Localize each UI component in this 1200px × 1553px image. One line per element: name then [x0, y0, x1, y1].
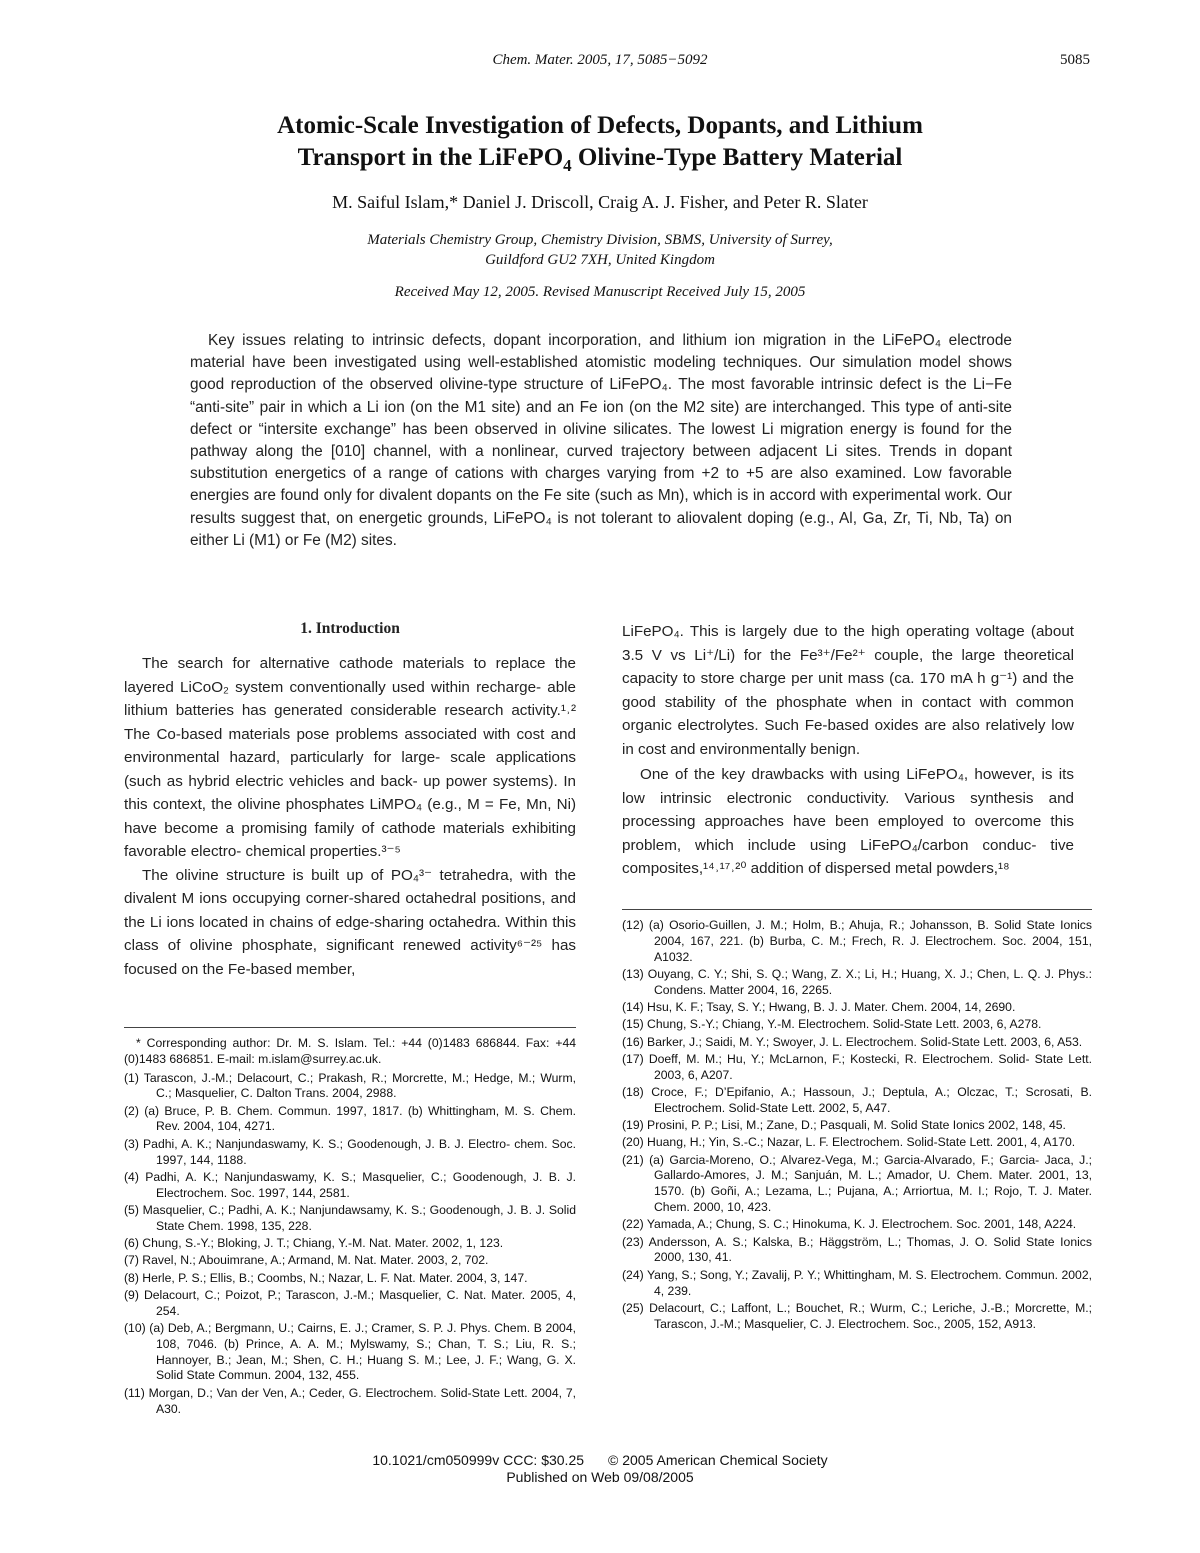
reference-item: (13) Ouyang, C. Y.; Shi, S. Q.; Wang, Z. X.; Li, H.; Huang, X. J.; Chen, L. Q. J. Phys.: Condens. Matter 2004, 16, 2265.	[622, 966, 1092, 997]
title-text-a: Transport in the LiFePO	[297, 144, 564, 171]
reference-item: (14) Hsu, K. F.; Tsay, S. Y.; Hwang, B. J. J. Mater. Chem. 2004, 14, 2690.	[622, 999, 1016, 1014]
intro-paragraph-3: LiFePO₄. This is largely due to the high operating voltage (about 3.5 V vs Li⁺/Li) for the Fe³⁺/Fe²⁺ couple, the large theoretical capacity to store charge per unit mass (ca. 170 mA h g⁻¹) and the good stability of the phosphate when in contact with common organic electrolytes. Such Fe-based oxides are also relatively low in cost and environmentally benign.	[622, 623, 1074, 758]
intro-paragraph-4: One of the key drawbacks with using LiFePO₄, however, is its low intrinsic electronic conductivity. Various synthesis and processing approaches have been employed to overcome this problem, which include using LiFePO₄/carbon conduc- tive composites,¹⁴˒¹⁷˒²⁰ addition of dispersed metal powders,¹⁸	[622, 766, 1074, 877]
title-text-b: Olivine-Type Battery Material	[571, 144, 903, 171]
reference-item: (9) Delacourt, C.; Poizot, P.; Tarascon, J.-M.; Masquelier, C. Nat. Mater. 2005, 4, 254.	[124, 1287, 576, 1318]
reference-item: (5) Masquelier, C.; Padhi, A. K.; Nanjundawsamy, K. S.; Goodenough, J. B. J. Solid State Chem. 1998, 135, 228.	[124, 1202, 576, 1233]
publication-date: Published on Web 09/08/2005	[506, 1469, 694, 1485]
reference-item: (24) Yang, S.; Song, Y.; Zavalij, P. Y.; Whittingham, M. S. Electrochem. Commun. 2002, 4, 239.	[622, 1267, 1092, 1298]
reference-item: (23) Andersson, A. S.; Kalska, B.; Häggström, L.; Thomas, J. O. Solid State Ionics 2000, 130, 41.	[622, 1234, 1092, 1265]
reference-item: (8) Herle, P. S.; Ellis, B.; Coombs, N.; Nazar, L. F. Nat. Mater. 2004, 3, 147.	[124, 1270, 528, 1285]
right-footnotes	[622, 909, 1092, 1334]
reference-item: (2) (a) Bruce, P. B. Chem. Commun. 1997, 1817. (b) Whittingham, M. S. Chem. Rev. 2004, 104, 4271.	[124, 1103, 576, 1134]
reference-item: (22) Yamada, A.; Chung, S. C.; Hinokuma, K. J. Electrochem. Soc. 2001, 148, A224.	[622, 1217, 1077, 1232]
reference-item: (18) Croce, F.; D’Epifanio, A.; Hassoun, J.; Deptula, A.; Olczac, T.; Scrosati, B. Electrochem. Solid-State Lett. 2002, 5, A47.	[622, 1084, 1092, 1115]
reference-item: (6) Chung, S.-Y.; Bloking, J. T.; Chiang, Y.-M. Nat. Mater. 2002, 1, 123.	[124, 1236, 504, 1251]
reference-item: (25) Delacourt, C.; Laffont, L.; Bouchet, R.; Wurm, C.; Leriche, J.-B.; Morcrette, M.; Tarascon, J.-M.; Masquelier, C. J. Electrochem. Soc., 2005, 152, A913.	[622, 1300, 1092, 1331]
footnote-rule	[124, 1027, 576, 1028]
journal-citation: Chem. Mater. 2005, 17, 5085−5092	[492, 52, 708, 68]
reference-item: (19) Prosini, P. P.; Lisi, M.; Zane, D.; Pasquali, M. Solid State Ionics 2002, 148, 45.	[622, 1118, 1066, 1133]
author-list: M. Saiful Islam,* Daniel J. Driscoll, Craig A. J. Fisher, and Peter R. Slater	[332, 192, 868, 212]
right-column	[622, 620, 1074, 881]
reference-item: (1) Tarascon, J.-M.; Delacourt, C.; Prakash, R.; Morcrette, M.; Hedge, M.; Wurm, C.; Masquelier, C. Dalton Trans. 2004, 2988.	[124, 1070, 576, 1101]
reference-item: (20) Huang, H.; Yin, S.-C.; Nazar, L. F. Electrochem. Solid-State Lett. 2001, 4, A170.	[622, 1135, 1076, 1150]
section-heading: 1. Introduction	[300, 620, 400, 637]
page-footer	[0, 1452, 1200, 1486]
affiliation-line-2: Guildford GU2 7XH, United Kingdom	[485, 252, 715, 268]
title-subscript: 4	[563, 156, 572, 175]
corresponding-author-note: * Corresponding author: Dr. M. S. Islam. Tel.: +44 (0)1483 686844. Fax: +44 (0)1483 686851. E-mail: m.islam@surrey.ac.uk.	[124, 1036, 576, 1066]
reference-item: (7) Ravel, N.; Abouimrane, A.; Armand, M. Nat. Mater. 2003, 2, 702.	[124, 1253, 489, 1268]
affiliation	[150, 230, 1050, 270]
reference-item: (10) (a) Deb, A.; Bergmann, U.; Cairns, E. J.; Cramer, S. P. J. Phys. Chem. B 2004, 108, 7046. (b) Prince, A. A. M.; Mylswamy, S.; Chan, T. S.; Liu, R. S.; Hannoyer, B.; Jean, M.; Shen, C. H.; Huang S. M.; Lee, J. F.; Wang, G. X. Solid State Commun. 2004, 132, 455.	[124, 1321, 576, 1383]
doi-line: 10.1021/cm050999v CCC: $30.25	[372, 1452, 585, 1468]
reference-item: (21) (a) Garcia-Moreno, O.; Alvarez-Vega, M.; Garcia-Alvarado, F.; Garcia- Jaca, J.; Gallardo-Amores, J. M.; Sanjuán, M. L.; Amador, U. Chem. Mater. 2001, 13, 1570. (b) Goñi, A.; Lezama, L.; Pujana, A.; Arriortua, M. I.; Rojo, T. J. Mater. Chem. 2000, 10, 423.	[622, 1152, 1092, 1215]
received-dates: Received May 12, 2005. Revised Manuscript Received July 15, 2005	[394, 284, 806, 300]
intro-paragraph-1: The search for alternative cathode materials to replace the layered LiCoO₂ system conventionally used within recharge- able lithium batteries has generated considerable research activity.¹˒² The Co-based materials pose problems associated with cost and environmental hazard, particularly for large- scale applications (such as hybrid electric vehicles and back- up power systems). In this context, the olivine phosphates LiMPO₄ (e.g., M = Fe, Mn, Ni) have become a promising family of cathode materials exhibiting favorable electro- chemical properties.³⁻⁵	[124, 655, 576, 860]
page-number: 5085	[1060, 52, 1090, 68]
reference-item: (3) Padhi, A. K.; Nanjundaswamy, K. S.; Goodenough, J. B. J. Electro- chem. Soc. 1997, 144, 1188.	[124, 1136, 576, 1167]
reference-list-left	[124, 1071, 576, 1418]
footnote-rule	[622, 909, 1092, 910]
reference-item: (16) Barker, J.; Saidi, M. Y.; Swoyer, J. L. Electrochem. Solid-State Lett. 2003, 6, A53.	[622, 1034, 1083, 1049]
abstract: Key issues relating to intrinsic defects, dopant incorporation, and lithium ion migration in the LiFePO₄ electrode material have been investigated using well-established atomistic modeling techniques. Our simulation model shows good reproduction of the observed olivine-type structure of LiFePO₄. The most favorable intrinsic defect is the Li−Fe “anti-site” pair in which a Li ion (on the M1 site) and an Fe ion (on the M2 site) are interchanged. This type of anti-site defect or “intersite exchange” has been observed in olivine silicates. The lowest Li migration energy is found for the pathway along the [010] channel, with a nonlinear, curved trajectory between adjacent Li sites. Trends in dopant substitution energetics of a range of cations with charges varying from +2 to +5 are also examined. Low favorable energies are found only for divalent dopants on the Fe site (such as Mn), which is in accord with experimental work. Our results suggest that, on energetic grounds, LiFePO₄ is not tolerant to aliovalent doping (e.g., Al, Ga, Zr, Ti, Nb, Ta) on either Li (M1) or Fe (M2) sites.	[190, 332, 1012, 549]
title-line-2	[150, 142, 1050, 182]
reference-item: (11) Morgan, D.; Van der Ven, A.; Ceder, G. Electrochem. Solid-State Lett. 2004, 7, A30.	[124, 1385, 576, 1416]
reference-item: (12) (a) Osorio-Guillen, J. M.; Holm, B.; Ahuja, R.; Johansson, B. Solid State Ionics 2004, 167, 221. (b) Burba, C. M.; Frech, R. J. Electrochem. Soc. 2004, 151, A1032.	[622, 918, 1092, 964]
reference-list-right	[622, 918, 1092, 1332]
copyright: © 2005 American Chemical Society	[608, 1452, 828, 1468]
reference-item: (17) Doeff, M. M.; Hu, Y.; McLarnon, F.; Kostecki, R. Electrochem. Solid- State Lett. 2003, 6, A207.	[622, 1051, 1092, 1082]
reference-item: (4) Padhi, A. K.; Nanjundaswamy, K. S.; Masquelier, C.; Goodenough, J. B. J. Electrochem. Soc. 1997, 144, 2581.	[124, 1169, 576, 1200]
affiliation-line-1: Materials Chemistry Group, Chemistry Division, SBMS, University of Surrey,	[367, 232, 833, 248]
article-title	[150, 110, 1050, 182]
left-column	[124, 620, 576, 981]
intro-paragraph-2: The olivine structure is built up of PO₄³⁻ tetrahedra, with the divalent M ions occupying corner-shared octahedral positions, and the Li ions located in chains of edge-sharing octahedra. Within this class of olivine phosphate, significant renewed activity⁶⁻²⁵ has focused on the Fe-based member,	[124, 866, 576, 978]
title-line-1: Atomic-Scale Investigation of Defects, Dopants, and Lithium	[277, 112, 923, 139]
reference-item: (15) Chung, S.-Y.; Chiang, Y.-M. Electrochem. Solid-State Lett. 2003, 6, A278.	[622, 1017, 1042, 1032]
left-footnotes	[124, 1027, 576, 1419]
